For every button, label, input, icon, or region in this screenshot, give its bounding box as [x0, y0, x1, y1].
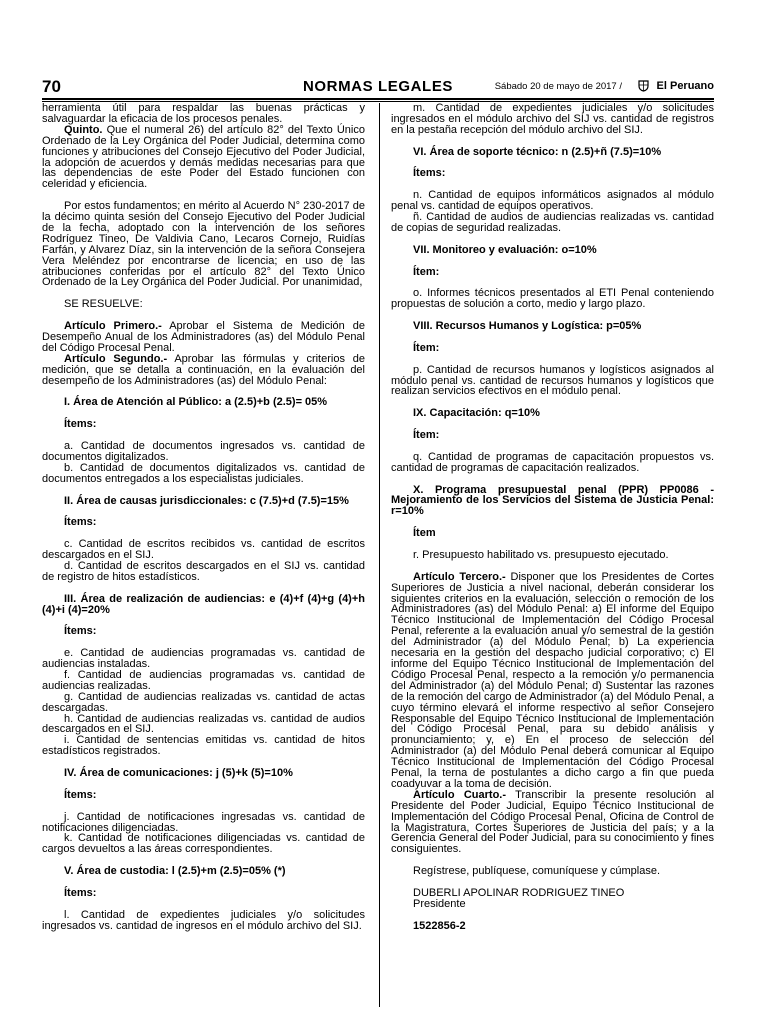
signer-title: Presidente [413, 897, 466, 910]
item-d: d. Cantidad de escritos descargados en el SIJ vs. cantidad de registro de hitos estadísticos. [42, 559, 365, 583]
item-h: h. Cantidad de audiencias realizadas vs. cantidad de audios descargados en el SIJ. [42, 712, 365, 736]
item-e: e. Cantidad de audiencias programadas vs. cantidad de audiencias instaladas. [42, 647, 365, 671]
section-heading-5: V. Área de custodia: l (2.5)+m (2.5)=05% (*) [64, 865, 286, 878]
item-p: p. Cantidad de recursos humanos y logísticos asignados al módulo penal vs. cantidad de recursos humanos y logísticos que realizan servicios efectivos en el módulo penal. [391, 363, 714, 398]
articulo-segundo-label: Artículo Segundo.- [64, 352, 168, 365]
item-nn: ñ. Cantidad de audios de audiencias realizadas vs. cantidad de copias de seguridad realizadas. [391, 211, 714, 234]
section-heading-1: I. Área de Atención al Público: a (2.5)+b (2.5)= 05% [64, 396, 328, 409]
item-k: k. Cantidad de notificaciones diligenciadas vs. cantidad de cargos devueltos a las áreas correspondientes. [42, 832, 365, 856]
section-heading-4: IV. Área de comunicaciones: j (5)+k (5)=10% [64, 767, 293, 780]
items-label: Ítems: [64, 516, 97, 529]
item-b: b. Cantidad de documentos digitalizados vs. cantidad de documentos entregados a los especialistas judiciales. [42, 461, 365, 485]
section-heading-9: IX. Capacitación: q=10% [413, 407, 540, 420]
items-label: Ítem [413, 527, 436, 540]
articulo-cuarto-text: Transcribir la presente resolución al Presidente del Poder Judicial, Equipo Técnico Institucional de Implementación del Código Procesal Penal, Oficina de Control de la Magistratura, Cortes Superiores de Justicia del país; y a la Gerencia General del Poder Judicial, para su conocimiento y fines consiguientes. [391, 788, 714, 856]
section-heading-10: X. Programa presupuestal penal (PPR) PP0086 - Mejoramiento de los Servicios del Sistema de Justicia Penal: r=10% [391, 483, 714, 518]
paragraph-intro: herramienta útil para respaldar las buenas prácticas y salvaguardar la eficacia de los procesos penales. [42, 102, 365, 125]
coat-of-arms-icon [637, 79, 650, 92]
item-o: o. Informes técnicos presentados al ETI Penal conteniendo propuestas de solución a corto, medio y largo plazo. [391, 287, 714, 311]
item-f: f. Cantidad de audiencias programadas vs. cantidad de audiencias realizadas. [42, 668, 365, 692]
se-resuelve: SE RESUELVE: [64, 298, 143, 311]
paragraph-fundamentos: Por estos fundamentos; en mérito al Acuerdo N° 230-2017 de la décimo quinta sesión del Consejo Ejecutivo del Poder Judicial de la fecha, adoptado con la intervención de los señores Rodríguez Tineo, De Valdivia Cano, Lecaros Cornejo, Ruidías Farfán, y Alvarez Díaz, sin la intervención de la señora Consejera Vera Meléndez por encontrarse de licencia; en uso de las atribuciones conferidas por el artículo 82° del Texto Único Ordenado de la Ley Orgánica del Poder Judicial. Por unanimidad, [42, 200, 365, 289]
articulo-tercero-text: Disponer que los Presidentes de Cortes Superiores de Justicia a nivel nacional, deberán considerar los siguientes criterios en la evaluación, selección o remoción de los Administradores (as) del Módulo Penal: a) El informe del Equipo Técnico Institucional de Implementación del Código Procesal Penal, referente a la evaluación anual y/o semestral de la gestión del Administrador (a) del Módulo Penal; b) La experiencia necesaria en la gestión del despacho judicial corporativo; c) El informe del Equipo Técnico Institucional de Implementación del Código Procesal Penal, respecto a la remoción y/o permanencia del Administrador (a) del Módulo Penal; d) Sustentar las razones de la remoción del cargo de Administrador (a) del Módulo Penal, a cuyo término elevará el informe respectivo al señor Consejero Responsable del Equipo Técnico Institucional de Implementación del Código Procesal Penal, para su debido análisis y pronunciamiento; y, e) En el proceso de selección del Administrador (a) del Módulo Penal deberá comunicar al Equipo Técnico Institucional de Implementación del Código Procesal Penal, la terna de postulantes a dicho cargo a fin que pueda coadyuvar a la toma de decisión. [391, 570, 714, 790]
articulo-primero-label: Artículo Primero.- [64, 320, 162, 333]
section-heading-3: III. Área de realización de audiencias: e (4)+f (4)+g (4)+h (4)+i (4)=20% [42, 592, 365, 616]
articulo-cuarto-label: Artículo Cuarto.- [413, 788, 507, 801]
item-m: m. Cantidad de expedientes judiciales y/o solicitudes ingresados en el módulo archivo del SIJ vs. cantidad de registros en la pestaña recepción del módulo archivo del SIJ. [391, 102, 714, 136]
item-j: j. Cantidad de notificaciones ingresadas vs. cantidad de notificaciones diligenciadas. [42, 810, 365, 834]
items-label: Ítems: [64, 625, 97, 638]
item-q: q. Cantidad de programas de capacitación propuestos vs. cantidad de programas de capacitación realizados. [391, 450, 714, 474]
articulo-primero-text: Aprobar el Sistema de Medición de Desempeño Anual de los Administradores (as) del Módulo Penal del Código Procesal Penal. [42, 320, 365, 354]
items-label: Ítems: [64, 886, 97, 899]
item-l: l. Cantidad de expedientes judiciales y/o solicitudes ingresados vs. cantidad de ingresos en el módulo archivo del SIJ. [42, 908, 365, 932]
articulo-primero [42, 321, 365, 354]
page-number: 70 [42, 77, 61, 96]
page-header [42, 76, 714, 98]
section-heading-6: VI. Área de soporte técnico: n (2.5)+ñ (7.5)=10% [413, 145, 662, 158]
closing-formula: Regístrese, publíquese, comuníquese y cúmplase. [413, 865, 661, 878]
section-heading-2: II. Área de causas jurisdiccionales: c (7.5)+d (7.5)=15% [64, 494, 349, 507]
publication-date: Sábado 20 de mayo de 2017 / [494, 81, 622, 92]
quinto-text: Que el numeral 26) del artículo 82° del Texto Único Ordenado de la Ley Orgánica del Poder Judicial, determina como funciones y atribuciones del Consejo Ejecutivo del Poder Judicial, la adopción de acuerdos y demás medidas necesarias para que las dependencias de este Poder del Estado funcionen con celeridad y eficiencia. [42, 123, 365, 191]
newspaper-brand: El Peruano [656, 80, 714, 92]
item-n: n. Cantidad de equipos informáticos asignados al módulo penal vs. cantidad de equipos operativos. [391, 189, 714, 213]
articulo-cuarto [391, 790, 714, 855]
section-heading-8: VIII. Recursos Humanos y Logística: p=05% [413, 320, 642, 333]
item-a: a. Cantidad de documentos ingresados vs. cantidad de documentos digitalizados. [42, 440, 365, 463]
items-label: Ítems: [413, 167, 446, 180]
section-title: NORMAS LEGALES [302, 78, 454, 95]
header-rule [42, 98, 714, 100]
item-g: g. Cantidad de audiencias realizadas vs. cantidad de actas descargadas. [42, 690, 365, 714]
paragraph-quinto [42, 125, 365, 190]
articulo-segundo-text: Aprobar las fórmulas y criterios de medición, que se detalla a continuación, en la evaluación del desempeño de los Administradores (as) del Módulo Penal: [42, 352, 365, 387]
articulo-tercero-label: Artículo Tercero.- [413, 570, 506, 583]
items-label: Ítems: [64, 788, 97, 801]
items-label: Ítem: [413, 265, 440, 278]
item-r: r. Presupuesto habilitado vs. presupuesto ejecutado. [413, 548, 669, 561]
signer-name: DUBERLI APOLINAR RODRIGUEZ TINEO [413, 886, 625, 899]
quinto-label: Quinto. [64, 123, 103, 136]
section-heading-7: VII. Monitoreo y evaluación: o=10% [413, 243, 597, 256]
items-label: Ítem: [413, 429, 440, 442]
left-column [42, 103, 365, 932]
right-column [391, 103, 714, 932]
articulo-segundo [42, 354, 365, 387]
publication-code: 1522856-2 [413, 919, 466, 932]
articulo-tercero [391, 572, 714, 790]
item-i: i. Cantidad de sentencias emitidas vs. cantidad de hitos estadísticos registrados. [42, 734, 365, 758]
items-label: Ítem: [413, 341, 440, 354]
items-label: Ítems: [64, 418, 97, 431]
item-c: c. Cantidad de escritos recibidos vs. cantidad de escritos descargados en el SIJ. [42, 538, 365, 562]
column-divider [379, 103, 380, 1007]
